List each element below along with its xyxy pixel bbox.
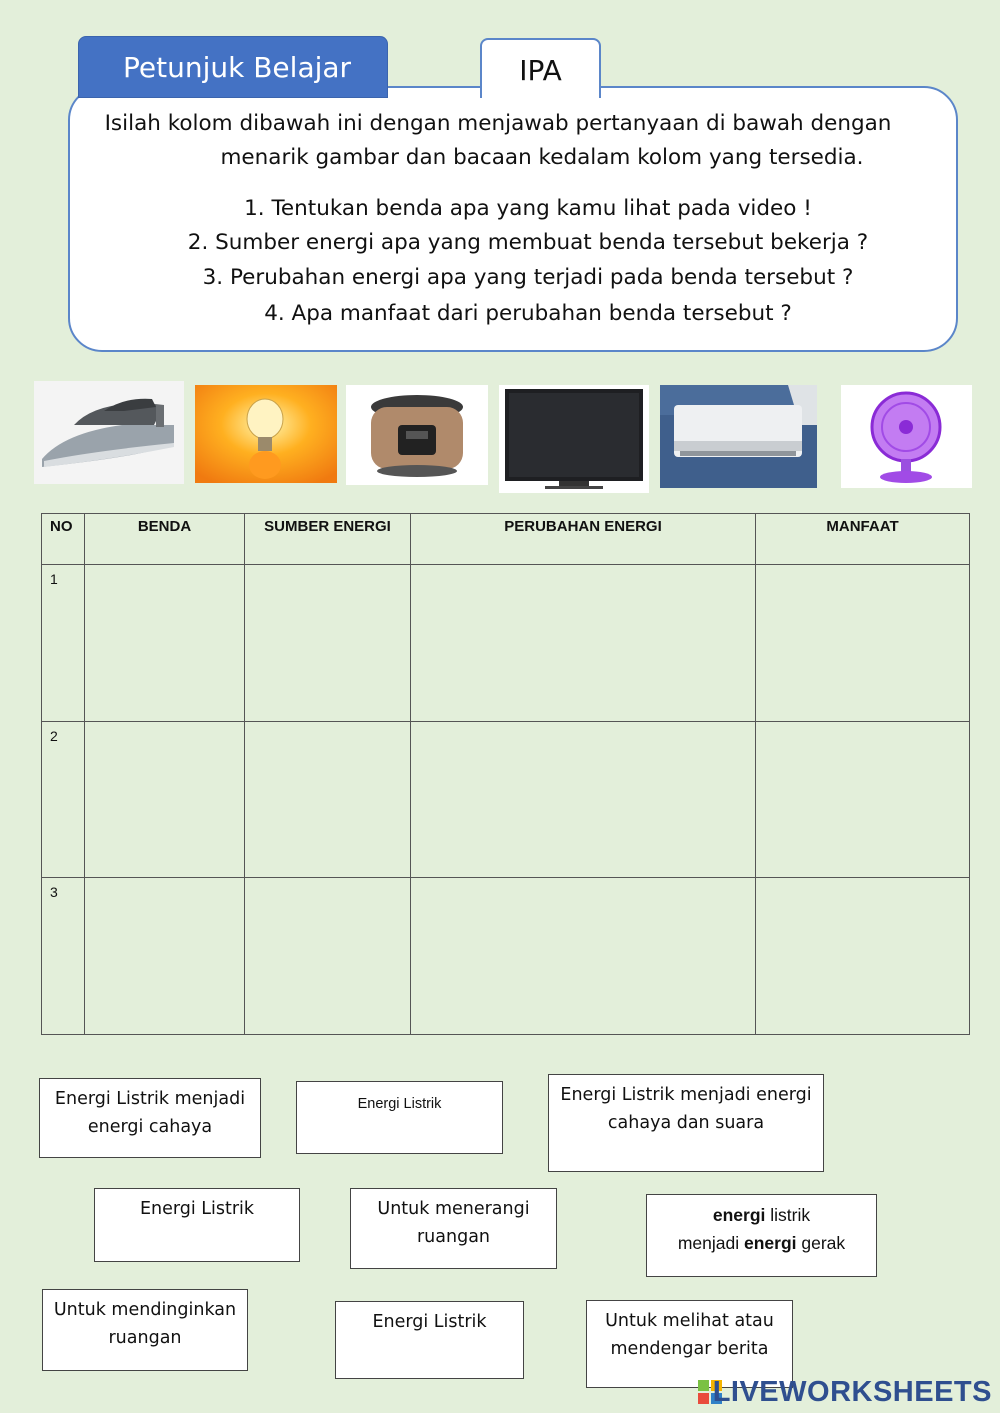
card-line: Untuk melihat atau	[605, 1311, 774, 1331]
light-bulb-icon	[195, 385, 337, 483]
light-bulb-image[interactable]	[195, 385, 337, 483]
tab-petunjuk-belajar: Petunjuk Belajar	[78, 36, 388, 98]
rice-cooker-image[interactable]	[346, 385, 488, 485]
rice-cooker-icon	[346, 385, 488, 485]
row-number: 1	[42, 565, 85, 722]
card-energi-listrik-cahaya[interactable]	[39, 1078, 261, 1158]
question-2: 2. Sumber energi apa yang membuat benda tersebut bekerja ?	[187, 230, 869, 255]
drop-zone-perubahan-energi[interactable]	[411, 565, 756, 722]
card-energi-listrik[interactable]	[335, 1301, 524, 1379]
table-row	[42, 565, 970, 722]
card-energi-listrik[interactable]	[296, 1081, 503, 1154]
header-benda: BENDA	[85, 514, 245, 565]
card-line: Untuk mendinginkan	[53, 1300, 237, 1320]
drop-zone-manfaat[interactable]	[756, 565, 970, 722]
card-line: Untuk menerangi	[377, 1199, 530, 1219]
fan-image[interactable]	[841, 385, 972, 488]
card-bold-text: energi	[743, 1233, 797, 1253]
card-untuk-mendinginkan[interactable]	[42, 1289, 248, 1371]
card-line: ruangan	[108, 1328, 182, 1348]
television-image[interactable]	[499, 385, 649, 493]
drop-zone-sumber-energi[interactable]	[245, 721, 411, 878]
drop-zone-benda[interactable]	[85, 721, 245, 878]
fan-icon	[841, 385, 972, 488]
header-sumber-energi: SUMBER ENERGI	[245, 514, 411, 565]
card-line: Energi Listrik	[139, 1199, 255, 1219]
card-energi-listrik-gerak[interactable]	[646, 1194, 877, 1277]
question-3: 3. Perubahan energi apa yang terjadi pada benda tersebut ?	[202, 265, 854, 290]
card-line	[647, 1201, 876, 1229]
card-line: energi cahaya	[87, 1117, 213, 1137]
header-perubahan-energi: PERUBAHAN ENERGI	[411, 514, 756, 565]
drop-zone-sumber-energi[interactable]	[245, 878, 411, 1035]
air-conditioner-image[interactable]	[660, 385, 817, 488]
tab-subject-ipa: IPA	[480, 38, 601, 98]
card-line: Energi Listrik menjadi energi	[560, 1085, 812, 1105]
drop-zone-benda[interactable]	[85, 878, 245, 1035]
answer-table	[41, 513, 970, 1035]
card-energi-listrik-cahaya-suara[interactable]	[548, 1074, 824, 1172]
question-4: 4. Apa manfaat dari perubahan benda tersebut ?	[264, 301, 792, 326]
card-bold-text: energi	[712, 1205, 766, 1225]
card-untuk-menerangi[interactable]	[350, 1188, 557, 1269]
table-row	[42, 721, 970, 878]
liveworksheets-brand[interactable]: LIVEWORKSHEETS	[712, 1376, 992, 1408]
header-manfaat: MANFAAT	[756, 514, 970, 565]
card-line: Energi Listrik	[372, 1312, 487, 1332]
air-conditioner-icon	[660, 385, 817, 488]
card-line	[647, 1229, 876, 1257]
row-number: 2	[42, 721, 85, 878]
card-line: cahaya dan suara	[607, 1113, 765, 1133]
table-header-row	[42, 514, 970, 565]
card-text: gerak	[796, 1233, 846, 1253]
card-energi-listrik[interactable]	[94, 1188, 300, 1262]
drop-zone-manfaat[interactable]	[756, 878, 970, 1035]
card-line: mendengar berita	[610, 1339, 769, 1359]
header-no: NO	[42, 514, 85, 565]
drop-zone-manfaat[interactable]	[756, 721, 970, 878]
row-number: 3	[42, 878, 85, 1035]
drop-zone-sumber-energi[interactable]	[245, 565, 411, 722]
card-line: Energi Listrik	[357, 1096, 442, 1112]
card-text: listrik	[765, 1205, 811, 1225]
card-line: Energi Listrik menjadi	[54, 1089, 246, 1109]
card-text: menjadi	[677, 1233, 744, 1253]
instruction-intro-line1: Isilah kolom dibawah ini dengan menjawab pertanyaan di bawah dengan	[104, 111, 892, 136]
card-untuk-melihat[interactable]	[586, 1300, 793, 1388]
iron-image[interactable]	[34, 381, 184, 484]
television-icon	[499, 385, 649, 493]
drop-zone-perubahan-energi[interactable]	[411, 878, 756, 1035]
iron-icon	[34, 381, 184, 484]
card-line: ruangan	[416, 1227, 491, 1247]
table-row	[42, 878, 970, 1035]
question-1: 1. Tentukan benda apa yang kamu lihat pada video !	[244, 196, 812, 221]
instruction-intro-line2: menarik gambar dan bacaan kedalam kolom yang tersedia.	[220, 145, 864, 170]
drop-zone-benda[interactable]	[85, 565, 245, 722]
drop-zone-perubahan-energi[interactable]	[411, 721, 756, 878]
